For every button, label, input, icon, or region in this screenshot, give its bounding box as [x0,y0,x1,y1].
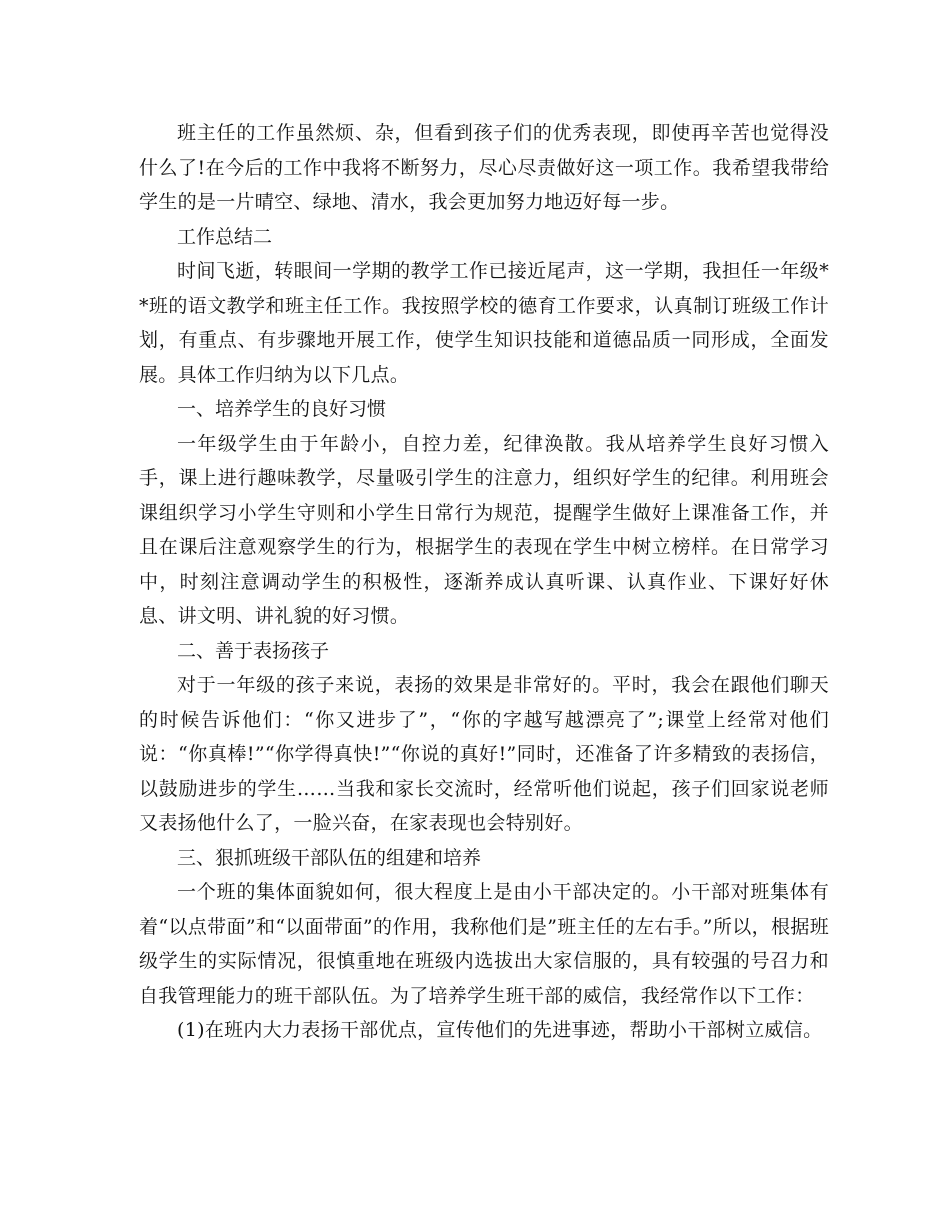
paragraph-item-one: (1)在班内大力表扬干部优点，宣传他们的先进事迹，帮助小干部树立威信。 [177,1019,823,1041]
section-title-summary-two: 工作总结二 [177,225,273,248]
heading-habits: 一、培养学生的良好习惯 [177,398,387,420]
paragraph-class-cadres: 一个班的集体面貌如何，很大程度上是由小干部决定的。小干部对班集体有着“以点带面”和“以面带面”的作用，我称他们是”班主任的左右手。”所以，根据班级学生的实际情况，很慎重地在班级内选拔出大家信服的，具有较强的号召力和自我管理能力的班干部队伍。为了培养学生班干部的威信，我经常作以下工作： [139,881,829,1007]
paragraph-intro-closing: 班主任的工作虽然烦、杂，但看到孩子们的优秀表现，即使再辛苦也觉得没什么了!在今后的工作中我将不断努力，尽心尽责做好这一项工作。我希望我带给学生的是一片晴空、绿地、清水，我会更加努力地迈好每一步。 [139,122,829,213]
paragraph-summary-intro: 时间飞逝，转眼间一学期的教学工作已接近尾声，这一学期，我担任一年级**班的语文教学和班主任工作。我按照学校的德育工作要求，认真制订班级工作计划，有重点、有步骤地开展工作，使学生知识技能和道德品质一同形成，全面发展。具体工作归纳为以下几点。 [139,260,829,386]
document-body [139,116,829,1048]
heading-praise: 二、善于表扬孩子 [177,639,330,662]
paragraph-praise: 对于一年级的孩子来说，表扬的效果是非常好的。平时，我会在跟他们聊天的时候告诉他们：“你又进步了”，“你的字越写越漂亮了”;课堂上经常对他们说：“你真棒!”“你学得真快!”“你说的真好!”同时，还准备了许多精致的表扬信，以鼓励进步的学生……当我和家长交流时，经常听他们说起，孩子们回家说老师又表扬他什么了，一脸兴奋，在家表现也会特别好。 [139,674,829,834]
paragraph-habits: 一年级学生由于年龄小，自控力差，纪律涣散。我从培养学生良好习惯入手，课上进行趣味教学，尽量吸引学生的注意力，组织好学生的纪律。利用班会课组织学习小学生守则和小学生日常行为规范，提醒学生做好上课准备工作，并且在课后注意观察学生的行为，根据学生的表现在学生中树立榜样。在日常学习中，时刻注意调动学生的积极性，逐渐养成认真听课、认真作业、下课好好休息、讲文明、讲礼貌的好习惯。 [139,432,829,627]
heading-class-cadres: 三、狠抓班级干部队伍的组建和培养 [177,846,482,869]
